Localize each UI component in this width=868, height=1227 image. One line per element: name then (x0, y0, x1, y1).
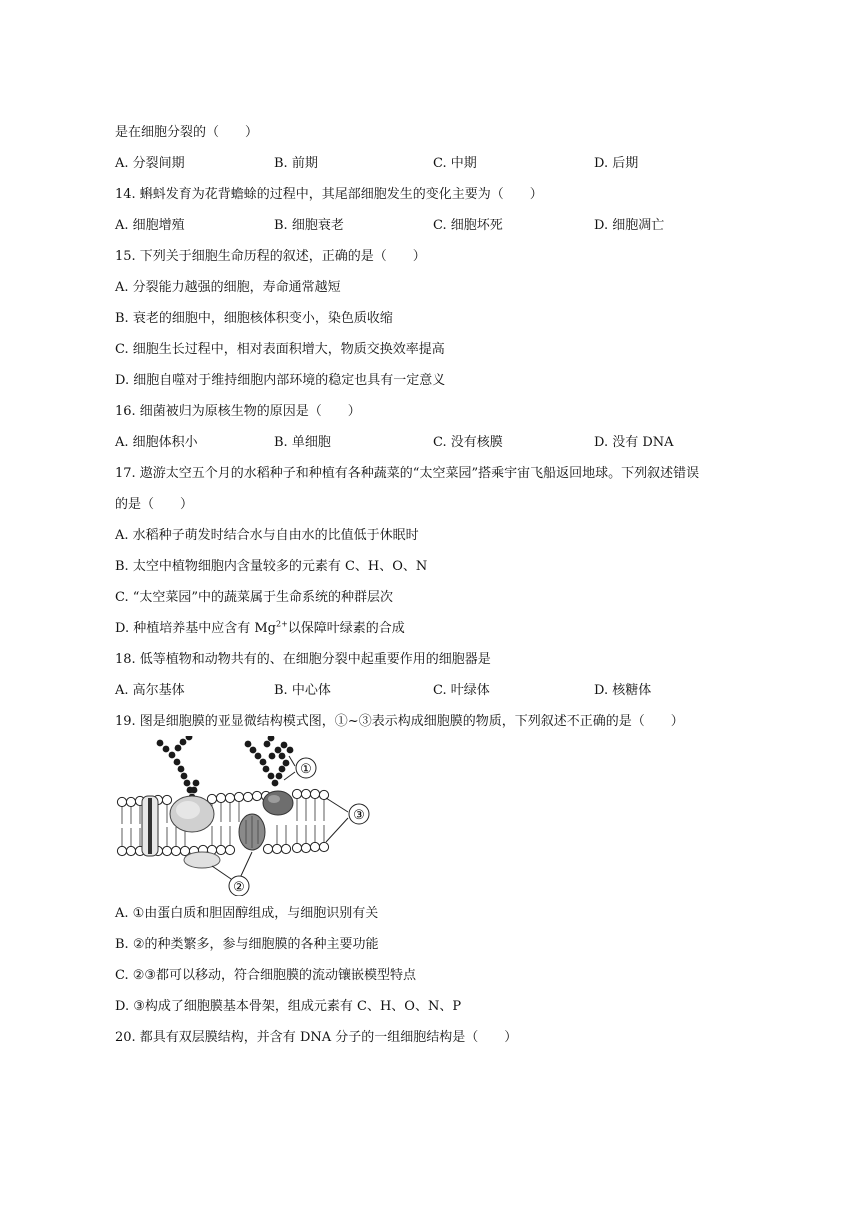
q19-option-d: D. ③构成了细胞膜基本骨架，组成元素有 C、H、O、N、P (115, 999, 462, 1014)
question-15: 15. 下列关于细胞生命历程的叙述，正确的是（ ） (115, 249, 426, 264)
q17-option-b: B. 太空中植物细胞内含量较多的元素有 C、H、O、N (115, 559, 428, 574)
q18-option-d: D. 核糖体 (594, 683, 652, 698)
label-2: ② (233, 880, 245, 895)
q14-option-a: A. 细胞增殖 (115, 218, 185, 233)
q17-option-d (115, 620, 405, 638)
q17-option-d-text: D. 种植培养基中应含有 Mg (115, 621, 276, 636)
q16-option-d: D. 没有 DNA (594, 435, 674, 450)
glycoprotein (263, 791, 293, 815)
q14-option-c: C. 细胞坏死 (433, 218, 503, 233)
q13-option-a: A. 分裂间期 (115, 156, 185, 171)
q16-option-c: C. 没有核膜 (433, 435, 503, 450)
q18-option-b: B. 中心体 (274, 683, 331, 698)
question-17-line1: 17. 遨游太空五个月的水稻种子和种植有各种蔬菜的“太空菜园”搭乘宇宙飞船返回地球。下列叙述错误 (115, 466, 700, 481)
question-14: 14. 蝌蚪发育为花背蟾蜍的过程中，其尾部细胞发生的变化主要为（ ） (115, 187, 543, 202)
embedded-protein (239, 814, 265, 850)
q19-option-c: C. ②③都可以移动，符合细胞膜的流动镶嵌模型特点 (115, 968, 417, 983)
question-13-tail: 是在细胞分裂的（ ） (115, 125, 259, 140)
label-1: ① (300, 762, 312, 777)
globular-protein (170, 796, 214, 832)
q13-option-d: D. 后期 (594, 156, 639, 171)
q18-option-c: C. 叶绿体 (433, 683, 490, 698)
question-20: 20. 都具有双层膜结构，并含有 DNA 分子的一组细胞结构是（ ） (115, 1030, 518, 1045)
q16-option-b: B. 单细胞 (274, 435, 331, 450)
cell-membrane-diagram (112, 736, 382, 896)
peripheral-protein (184, 852, 220, 868)
q15-option-c: C. 细胞生长过程中，相对表面积增大，物质交换效率提高 (115, 342, 445, 357)
q13-option-c: C. 中期 (433, 156, 477, 171)
q17-option-d-text-end: 以保障叶绿素的合成 (287, 621, 405, 636)
q14-option-d: D. 细胞凋亡 (594, 218, 665, 233)
question-19: 19. 图是细胞膜的亚显微结构模式图，①~③表示构成细胞膜的物质，下列叙述不正确的是（ ） (115, 714, 684, 729)
q14-option-b: B. 细胞衰老 (274, 218, 344, 233)
q17-option-a: A. 水稻种子萌发时结合水与自由水的比值低于休眠时 (115, 528, 419, 543)
q19-option-a: A. ①由蛋白质和胆固醇组成，与细胞识别有关 (115, 906, 379, 921)
q16-option-a: A. 细胞体积小 (115, 435, 198, 450)
q15-option-b: B. 衰老的细胞中，细胞核体积变小，染色质收缩 (115, 311, 393, 326)
q17-option-c: C. “太空菜园”中的蔬菜属于生命系统的种群层次 (115, 590, 394, 605)
superscript-charge: 2+ (276, 619, 288, 629)
question-18: 18. 低等植物和动物共有的、在细胞分裂中起重要作用的细胞器是 (115, 652, 491, 667)
q19-option-b: B. ②的种类繁多，参与细胞膜的各种主要功能 (115, 937, 379, 952)
glycoprotein-chain-left (157, 736, 200, 800)
question-16: 16. 细菌被归为原核生物的原因是（ ） (115, 404, 361, 419)
q15-option-d: D. 细胞自噬对于维持细胞内部环境的稳定也具有一定意义 (115, 373, 446, 388)
q18-option-a: A. 高尔基体 (115, 683, 185, 698)
channel-protein (142, 796, 158, 856)
q13-option-b: B. 前期 (274, 156, 318, 171)
q15-option-a: A. 分裂能力越强的细胞，寿命通常越短 (115, 280, 341, 295)
label-3: ③ (353, 808, 365, 823)
question-17-line2: 的是（ ） (115, 497, 194, 512)
